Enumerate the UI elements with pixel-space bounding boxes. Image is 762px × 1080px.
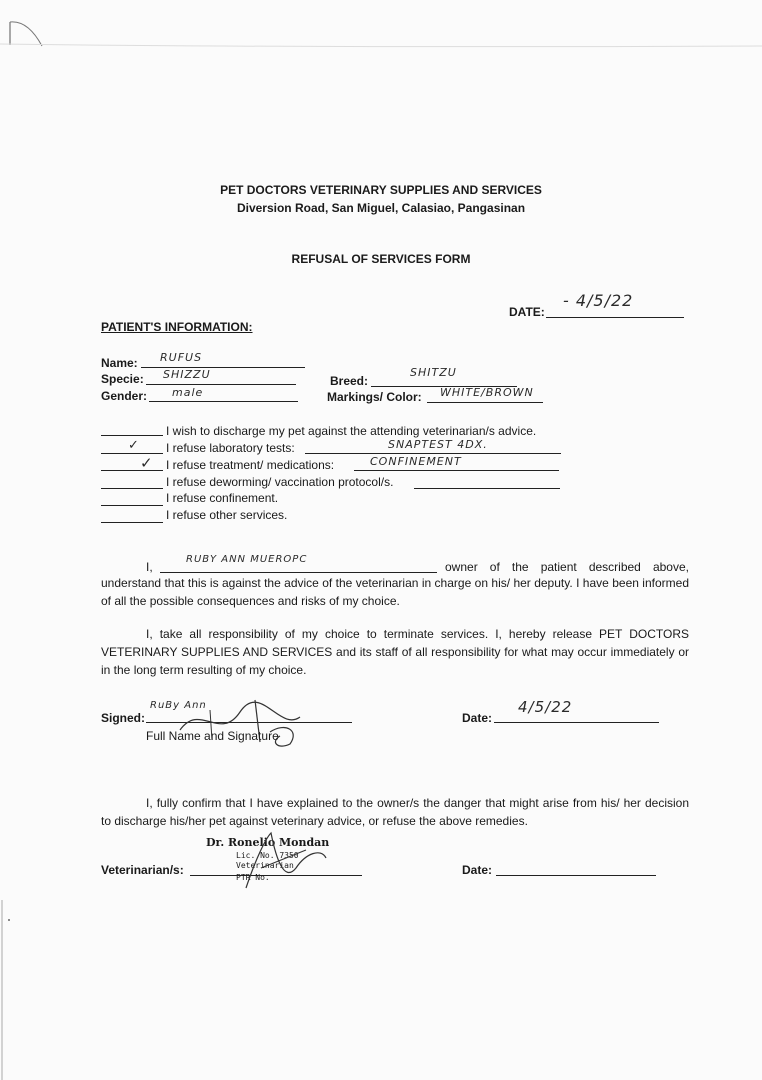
gender-value: male — [172, 386, 204, 399]
option-text: I refuse confinement. — [166, 491, 279, 505]
name-value: RUFUS — [160, 351, 203, 364]
veterinarian-signature-scribble — [226, 828, 336, 898]
form-title: REFUSAL OF SERVICES FORM — [291, 252, 471, 266]
gender-line — [149, 401, 298, 402]
stamp-name: Dr. Ronelio Mondan — [206, 836, 330, 849]
option-detail-line — [305, 453, 561, 454]
responsibility-statement: I, take all responsibility of my choice to terminate services. I, hereby release PET DOCTORS VETERINARY SUPPLIES AND SERVICES and its staff of all responsibility for what may occur immediately or in the long term resulting of my choice. — [101, 627, 689, 677]
stamp-license: Lic. No. 7350 — [236, 851, 299, 860]
owner-line1-suffix: owner of the patient described above, — [445, 560, 689, 574]
owner-signature-scribble — [160, 692, 310, 752]
owner-statement: understand that this is against the advice of the veterinarian in charge on his/ her deputy. I have been informed of all the possible consequences and risks of my choice. — [101, 576, 689, 608]
option-text: I refuse treatment/ medications: — [166, 458, 335, 472]
veterinarian-date-line — [496, 875, 656, 876]
signed-date-value: 4/5/22 — [518, 698, 573, 716]
signed-date-line — [494, 722, 659, 723]
breed-label: Breed: — [330, 374, 369, 388]
veterinarian-label: Veterinarian/s: — [101, 863, 184, 877]
breed-value: SHITZU — [410, 366, 457, 379]
signature-name: RuBy Ann — [150, 700, 207, 711]
option-mark: ✓ — [128, 438, 140, 453]
option-detail-line — [354, 470, 559, 471]
veterinarian-date-label: Date: — [462, 863, 493, 877]
specie-label: Specie: — [101, 372, 144, 386]
stamp-ptr: PTR No. — [236, 873, 270, 882]
confirmation-statement: I, fully confirm that I have explained to the owner/s the danger that might arise from his/ her decision to discharge his/her pet against veterinary advice, or refuse the above remedies. — [101, 796, 689, 828]
option-blank — [101, 505, 163, 506]
option-blank — [101, 488, 163, 489]
owner-name-line — [160, 572, 437, 573]
option-text: I refuse other services. — [166, 508, 288, 522]
signed-date-label: Date: — [462, 711, 493, 725]
scan-edge-artifact — [0, 0, 762, 60]
option-blank — [101, 470, 163, 471]
markings-value: WHITE/BROWN — [440, 386, 534, 399]
option-detail: CONFINEMENT — [370, 455, 462, 468]
clinic-name: PET DOCTORS VETERINARY SUPPLIES AND SERVICES — [220, 183, 542, 197]
scan-margin-artifact — [0, 900, 20, 1080]
owner-prefix: I, — [146, 560, 153, 574]
owner-name: RUBY ANN MUEROPC — [186, 554, 308, 565]
option-blank — [101, 453, 163, 454]
signature-caption: Full Name and Signature — [146, 729, 279, 743]
option-detail-line — [414, 488, 560, 489]
signed-label: Signed: — [101, 711, 145, 725]
specie-value: SHIZZU — [163, 368, 211, 381]
option-detail: SNAPTEST 4DX. — [388, 438, 488, 451]
option-blank — [101, 435, 163, 436]
specie-line — [146, 384, 296, 385]
option-text: I refuse laboratory tests: — [166, 441, 295, 455]
date-line — [546, 317, 684, 318]
date-label: DATE: — [509, 305, 545, 319]
markings-line — [427, 402, 543, 403]
option-mark: ✓ — [140, 454, 154, 472]
name-label: Name: — [101, 356, 138, 370]
option-text: I wish to discharge my pet against the attending veterinarian/s advice. — [166, 424, 537, 438]
date-value: - 4/5/22 — [563, 291, 634, 310]
stamp-title: Veterinarian — [236, 861, 294, 870]
option-blank — [101, 522, 163, 523]
patient-info-heading: PATIENT'S INFORMATION: — [101, 320, 253, 334]
option-text: I refuse deworming/ vaccination protocol/s. — [166, 475, 394, 489]
clinic-address: Diversion Road, San Miguel, Calasiao, Pangasinan — [236, 201, 526, 215]
gender-label: Gender: — [101, 389, 148, 403]
markings-label: Markings/ Color: — [327, 390, 422, 404]
